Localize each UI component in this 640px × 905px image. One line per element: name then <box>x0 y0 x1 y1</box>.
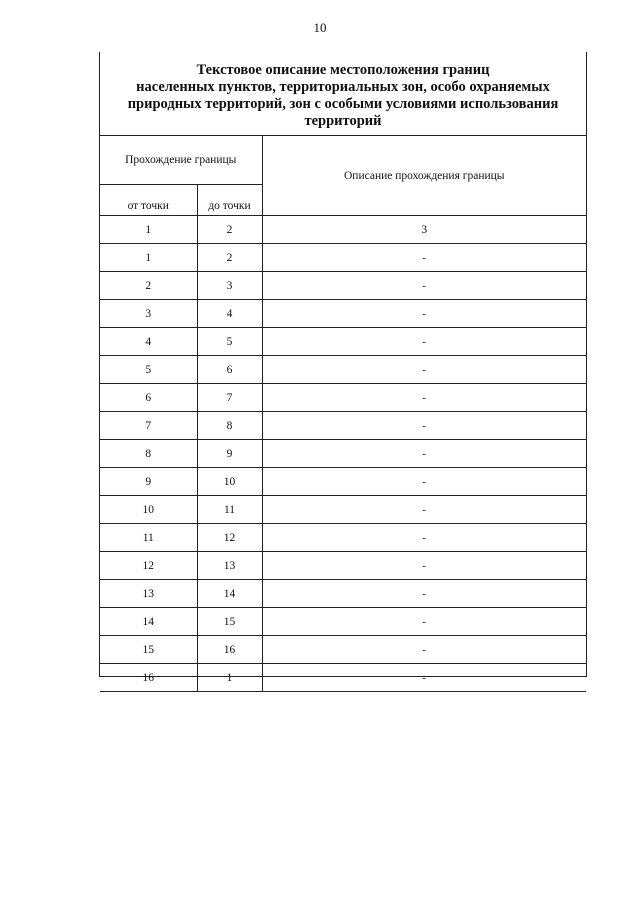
page-number: 10 <box>313 20 327 35</box>
table-row <box>100 608 586 636</box>
description-cell: - <box>262 664 586 692</box>
to-point-cell: 14 <box>197 580 262 608</box>
table-header-row <box>100 136 586 185</box>
table-row <box>100 272 586 300</box>
document-frame <box>99 52 587 684</box>
table-row <box>100 496 586 524</box>
from-point-cell: 12 <box>100 552 197 580</box>
description-cell: - <box>262 384 586 412</box>
boundary-table <box>100 135 586 692</box>
description-cell: - <box>262 244 586 272</box>
from-point-cell: 16 <box>100 664 197 692</box>
from-point-cell: 10 <box>100 496 197 524</box>
table-row <box>100 524 586 552</box>
description-cell: - <box>262 412 586 440</box>
description-cell: - <box>262 440 586 468</box>
from-point-cell: 13 <box>100 580 197 608</box>
description-cell: - <box>262 496 586 524</box>
table-row <box>100 636 586 664</box>
from-point-cell: 11 <box>100 524 197 552</box>
table-row <box>100 468 586 496</box>
description-cell: - <box>262 608 586 636</box>
to-point-cell: 4 <box>197 300 262 328</box>
to-point-cell: 7 <box>197 384 262 412</box>
title-line: территорий <box>304 113 382 129</box>
table-row <box>100 356 586 384</box>
to-point-cell: 11 <box>197 496 262 524</box>
title-line: Текстовое описание местоположения границ <box>196 62 490 78</box>
title-line: природных территорий, зон с особыми условиями использования <box>127 96 559 112</box>
description-cell: - <box>262 272 586 300</box>
header-description: Описание прохождения границы <box>262 136 586 216</box>
table-row <box>100 440 586 468</box>
from-point-cell: 6 <box>100 384 197 412</box>
to-point-cell: 13 <box>197 552 262 580</box>
to-point-cell: 15 <box>197 608 262 636</box>
column-number: 1 <box>100 216 197 244</box>
document-title <box>100 62 586 130</box>
from-point-cell: 8 <box>100 440 197 468</box>
to-point-cell: 12 <box>197 524 262 552</box>
header-to: до точки <box>197 185 262 216</box>
description-cell: - <box>262 468 586 496</box>
table-row <box>100 300 586 328</box>
from-point-cell: 5 <box>100 356 197 384</box>
to-point-cell: 2 <box>197 244 262 272</box>
from-point-cell: 4 <box>100 328 197 356</box>
to-point-cell: 10 <box>197 468 262 496</box>
from-point-cell: 7 <box>100 412 197 440</box>
description-cell: - <box>262 580 586 608</box>
column-number: 3 <box>262 216 586 244</box>
description-cell: - <box>262 356 586 384</box>
to-point-cell: 6 <box>197 356 262 384</box>
description-cell: - <box>262 636 586 664</box>
column-number: 2 <box>197 216 262 244</box>
to-point-cell: 9 <box>197 440 262 468</box>
from-point-cell: 15 <box>100 636 197 664</box>
description-cell: - <box>262 328 586 356</box>
table-row <box>100 552 586 580</box>
table-row <box>100 244 586 272</box>
table-row <box>100 412 586 440</box>
to-point-cell: 8 <box>197 412 262 440</box>
table-row <box>100 384 586 412</box>
from-point-cell: 14 <box>100 608 197 636</box>
from-point-cell: 9 <box>100 468 197 496</box>
description-cell: - <box>262 552 586 580</box>
to-point-cell: 16 <box>197 636 262 664</box>
table-row <box>100 664 586 692</box>
description-cell: - <box>262 300 586 328</box>
table-row <box>100 580 586 608</box>
to-point-cell: 1 <box>197 664 262 692</box>
table-row <box>100 328 586 356</box>
from-point-cell: 3 <box>100 300 197 328</box>
description-cell: - <box>262 524 586 552</box>
to-point-cell: 5 <box>197 328 262 356</box>
from-point-cell: 2 <box>100 272 197 300</box>
title-line: населенных пунктов, территориальных зон, особо охраняемых <box>136 79 550 95</box>
to-point-cell: 3 <box>197 272 262 300</box>
header-passage: Прохождение границы <box>100 136 262 185</box>
from-point-cell: 1 <box>100 244 197 272</box>
header-from: от точки <box>100 185 197 216</box>
column-number-row <box>100 216 586 244</box>
